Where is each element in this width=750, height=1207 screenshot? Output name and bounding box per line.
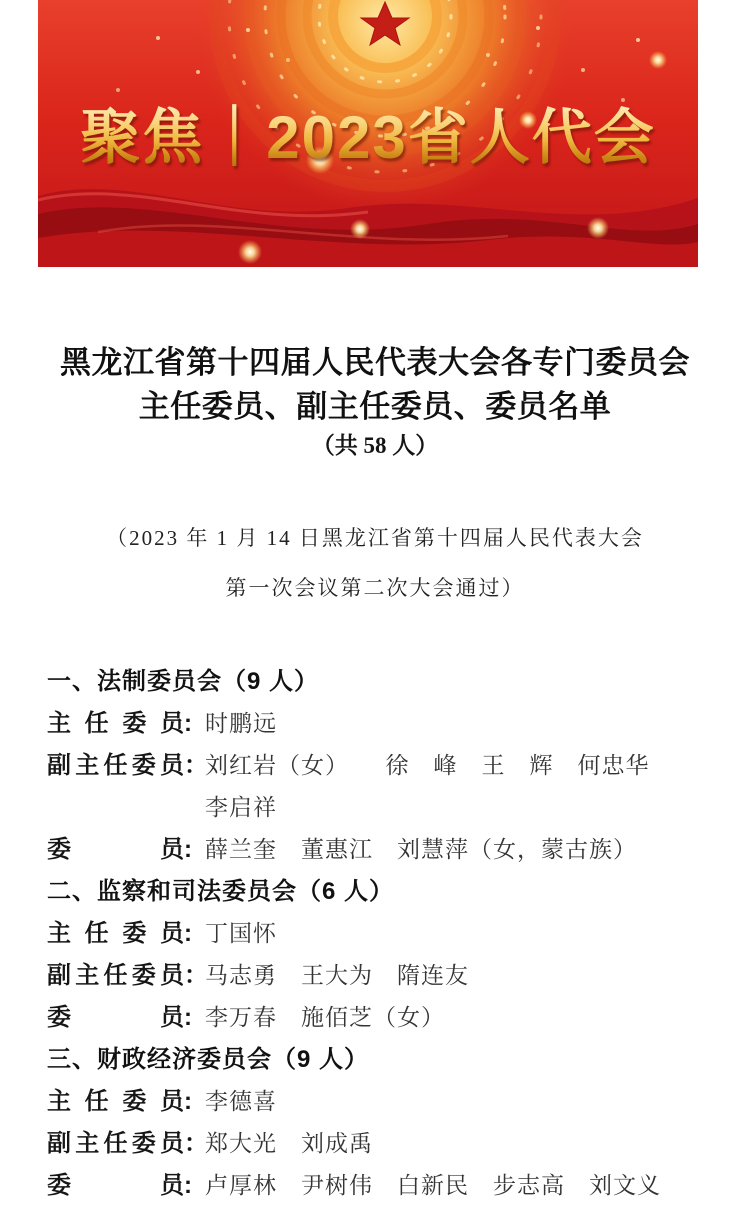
committee-row bbox=[47, 997, 703, 1039]
member-names bbox=[205, 1123, 703, 1165]
member-names-line: 李启祥 bbox=[205, 795, 277, 820]
role-label-colon: : bbox=[184, 1004, 192, 1031]
role-label-text: 委员 bbox=[47, 1004, 184, 1031]
role-label-colon: ： bbox=[184, 1130, 208, 1157]
committee-section bbox=[47, 661, 703, 871]
member-names bbox=[205, 997, 703, 1039]
role-label bbox=[47, 703, 205, 745]
role-label bbox=[47, 745, 208, 787]
member-names-line: 卢厚林 尹树伟 白新民 步志高 刘文义 bbox=[205, 1173, 661, 1198]
committee-list bbox=[47, 661, 703, 1207]
member-names-line: 马志勇 王大为 隋连友 bbox=[205, 963, 469, 988]
member-names-line: 李德喜 bbox=[205, 1089, 277, 1114]
role-label bbox=[47, 997, 205, 1039]
committee-row bbox=[47, 745, 703, 829]
role-label bbox=[47, 955, 208, 997]
document-title-line2: 主任委员、副主任委员、委员名单 bbox=[138, 389, 612, 424]
adoption-line2: 第一次会议第二次大会通过） bbox=[225, 576, 525, 600]
committee-heading: 一、法制委员会（9 人） bbox=[47, 668, 320, 695]
role-label-colon: : bbox=[184, 710, 192, 737]
member-names-line: 刘红岩（女） 徐 峰 王 辉 何忠华 bbox=[205, 753, 650, 778]
committee-row bbox=[47, 1081, 703, 1123]
role-label-text: 主任委员 bbox=[47, 710, 184, 737]
member-names bbox=[205, 745, 703, 829]
member-count-note: （共 58 人） bbox=[311, 433, 439, 458]
role-label-text: 委员 bbox=[47, 836, 184, 863]
role-label bbox=[47, 1165, 205, 1207]
role-label-colon: ： bbox=[184, 962, 208, 989]
committee-row bbox=[47, 1165, 703, 1207]
role-label-text: 副主任委员 bbox=[47, 962, 184, 989]
role-label-colon: : bbox=[184, 1172, 192, 1199]
committee-heading: 二、监察和司法委员会（6 人） bbox=[47, 878, 395, 905]
committee-row bbox=[47, 1123, 703, 1165]
member-names bbox=[205, 1165, 703, 1207]
member-names bbox=[205, 829, 703, 871]
document-title-line1: 黑龙江省第十四届人民代表大会各专门委员会 bbox=[60, 345, 690, 380]
member-names bbox=[205, 913, 703, 955]
role-label bbox=[47, 1123, 208, 1165]
role-label-colon: : bbox=[184, 920, 192, 947]
role-label-text: 主任委员 bbox=[47, 920, 184, 947]
document-title bbox=[47, 341, 703, 429]
banner-title: 聚焦｜2023省人代会 bbox=[38, 102, 698, 174]
adoption-line1: （2023 年 1 月 14 日黑龙江省第十四届人民代表大会 bbox=[106, 526, 644, 550]
member-names bbox=[205, 955, 703, 997]
member-names bbox=[205, 1081, 703, 1123]
role-label-colon: ： bbox=[184, 752, 208, 779]
member-names-line: 李万春 施佰芝（女） bbox=[205, 1005, 445, 1030]
member-names-line: 薛兰奎 董惠江 刘慧萍（女，蒙古族） bbox=[205, 837, 637, 862]
adoption-note bbox=[47, 513, 703, 613]
role-label-colon: : bbox=[184, 1088, 192, 1115]
document-body bbox=[0, 341, 750, 1207]
committee-heading: 三、财政经济委员会（9 人） bbox=[47, 1046, 370, 1073]
member-names-line: 郑大光 刘成禹 bbox=[205, 1131, 373, 1156]
member-names-line: 时鹏远 bbox=[205, 711, 277, 736]
committee-row bbox=[47, 703, 703, 745]
role-label-colon: : bbox=[184, 836, 192, 863]
committee-section bbox=[47, 1039, 703, 1207]
member-names bbox=[205, 703, 703, 745]
banner-image bbox=[38, 0, 698, 267]
role-label bbox=[47, 1081, 205, 1123]
member-names-line: 丁国怀 bbox=[205, 921, 277, 946]
role-label bbox=[47, 829, 205, 871]
role-label-text: 副主任委员 bbox=[47, 1130, 184, 1157]
committee-row bbox=[47, 955, 703, 997]
role-label-text: 主任委员 bbox=[47, 1088, 184, 1115]
committee-row bbox=[47, 829, 703, 871]
committee-row bbox=[47, 913, 703, 955]
role-label bbox=[47, 913, 205, 955]
role-label-text: 委员 bbox=[47, 1172, 184, 1199]
role-label-text: 副主任委员 bbox=[47, 752, 184, 779]
committee-section bbox=[47, 871, 703, 1039]
